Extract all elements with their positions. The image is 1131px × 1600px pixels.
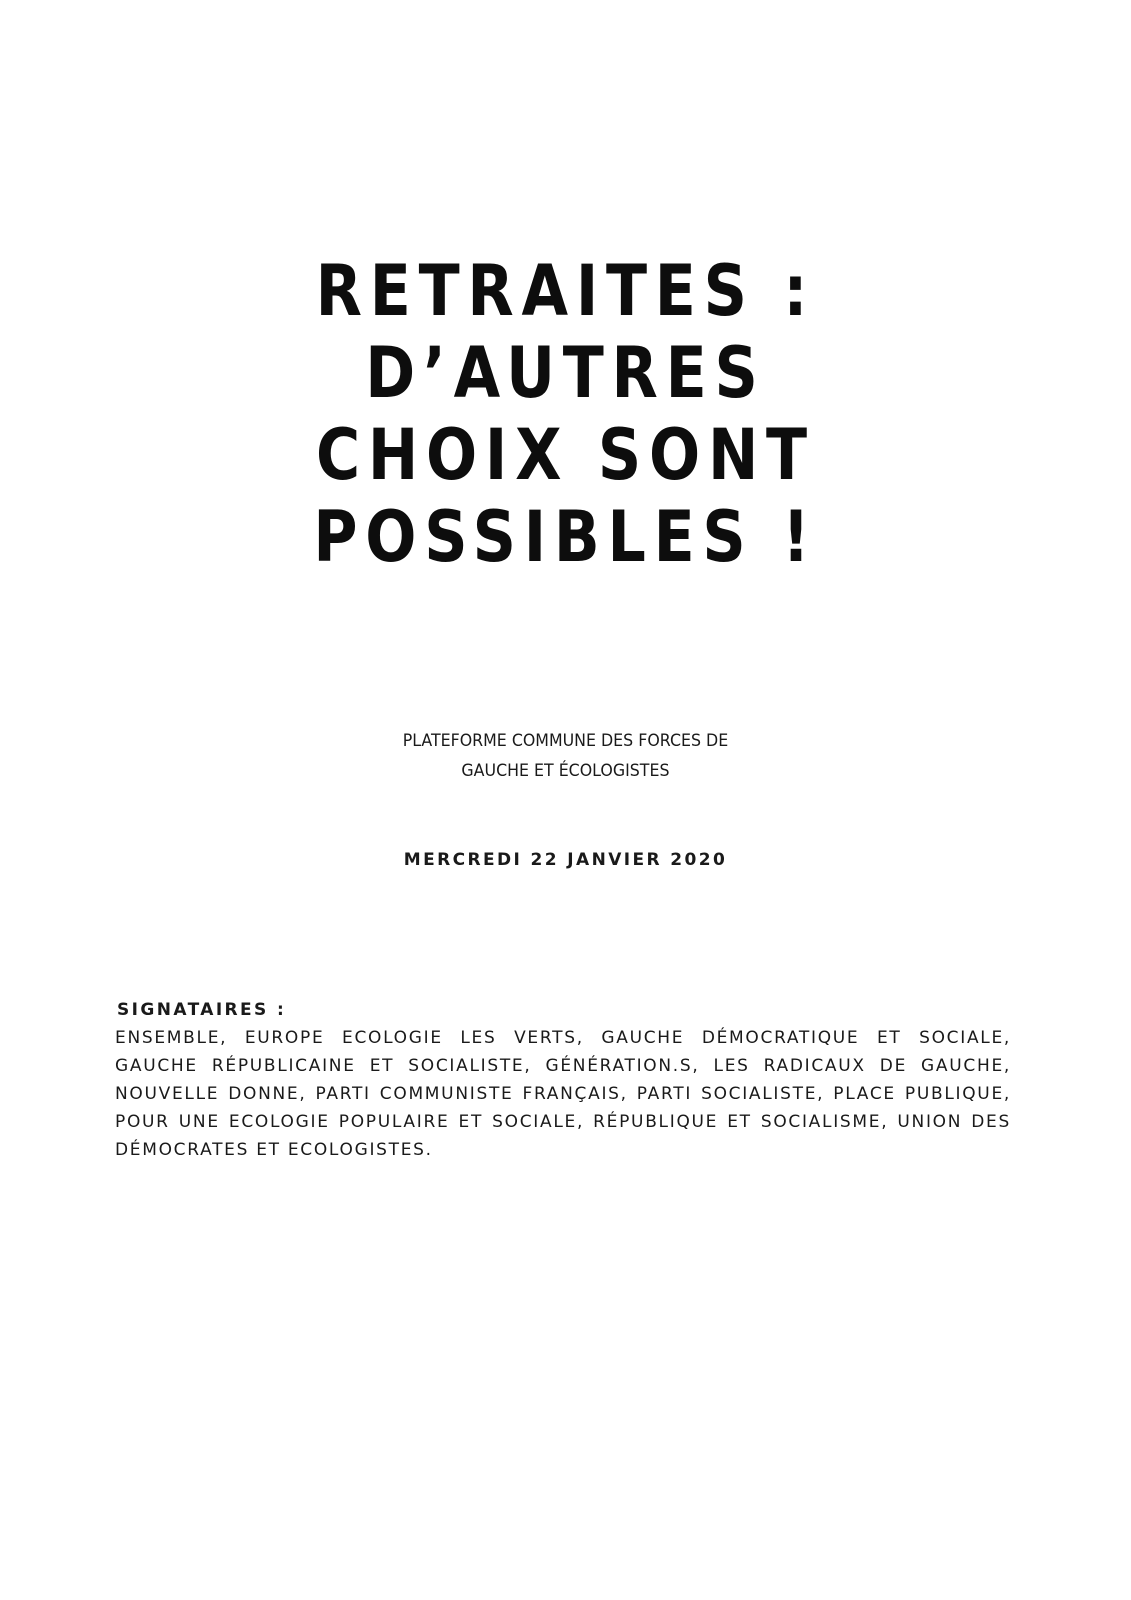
document-title bbox=[79, 250, 1052, 578]
subtitle-line-1: PLATEFORME COMMUNE DES FORCES DE bbox=[402, 731, 729, 751]
document-date: MERCREDI 22 JANVIER 2020 bbox=[403, 850, 728, 870]
title-line-2: D’AUTRES bbox=[365, 332, 766, 414]
title-line-3: CHOIX SONT bbox=[315, 414, 815, 496]
title-line-4: POSSIBLES ! bbox=[313, 496, 818, 578]
title-line-1: RETRAITES : bbox=[315, 250, 816, 332]
document-subtitle bbox=[40, 726, 1092, 786]
subtitle-line-2: GAUCHE ET ÉCOLOGISTES bbox=[461, 761, 670, 781]
signatories-label: SIGNATAIRES : bbox=[117, 1000, 287, 1020]
signatories-list: ENSEMBLE, EUROPE ECOLOGIE LES VERTS, GAUCHE DÉMOCRATIQUE ET SOCIALE, GAUCHE RÉPUBLICAINE ET SOCIALISTE, GÉNÉRATION.S, LES RADICAUX DE GAUCHE, NOUVELLE DONNE, PARTI COMMUNISTE FRANÇAIS, PARTI SOCIALISTE, PLACE PUBLIQUE, POUR UNE ECOLOGIE POPULAIRE ET SOCIALE, RÉPUBLIQUE ET SOCIALISME, UNION DES DÉMOCRATES ET ECOLOGISTES. bbox=[115, 1028, 1011, 1160]
signatories-section bbox=[115, 996, 1011, 1164]
